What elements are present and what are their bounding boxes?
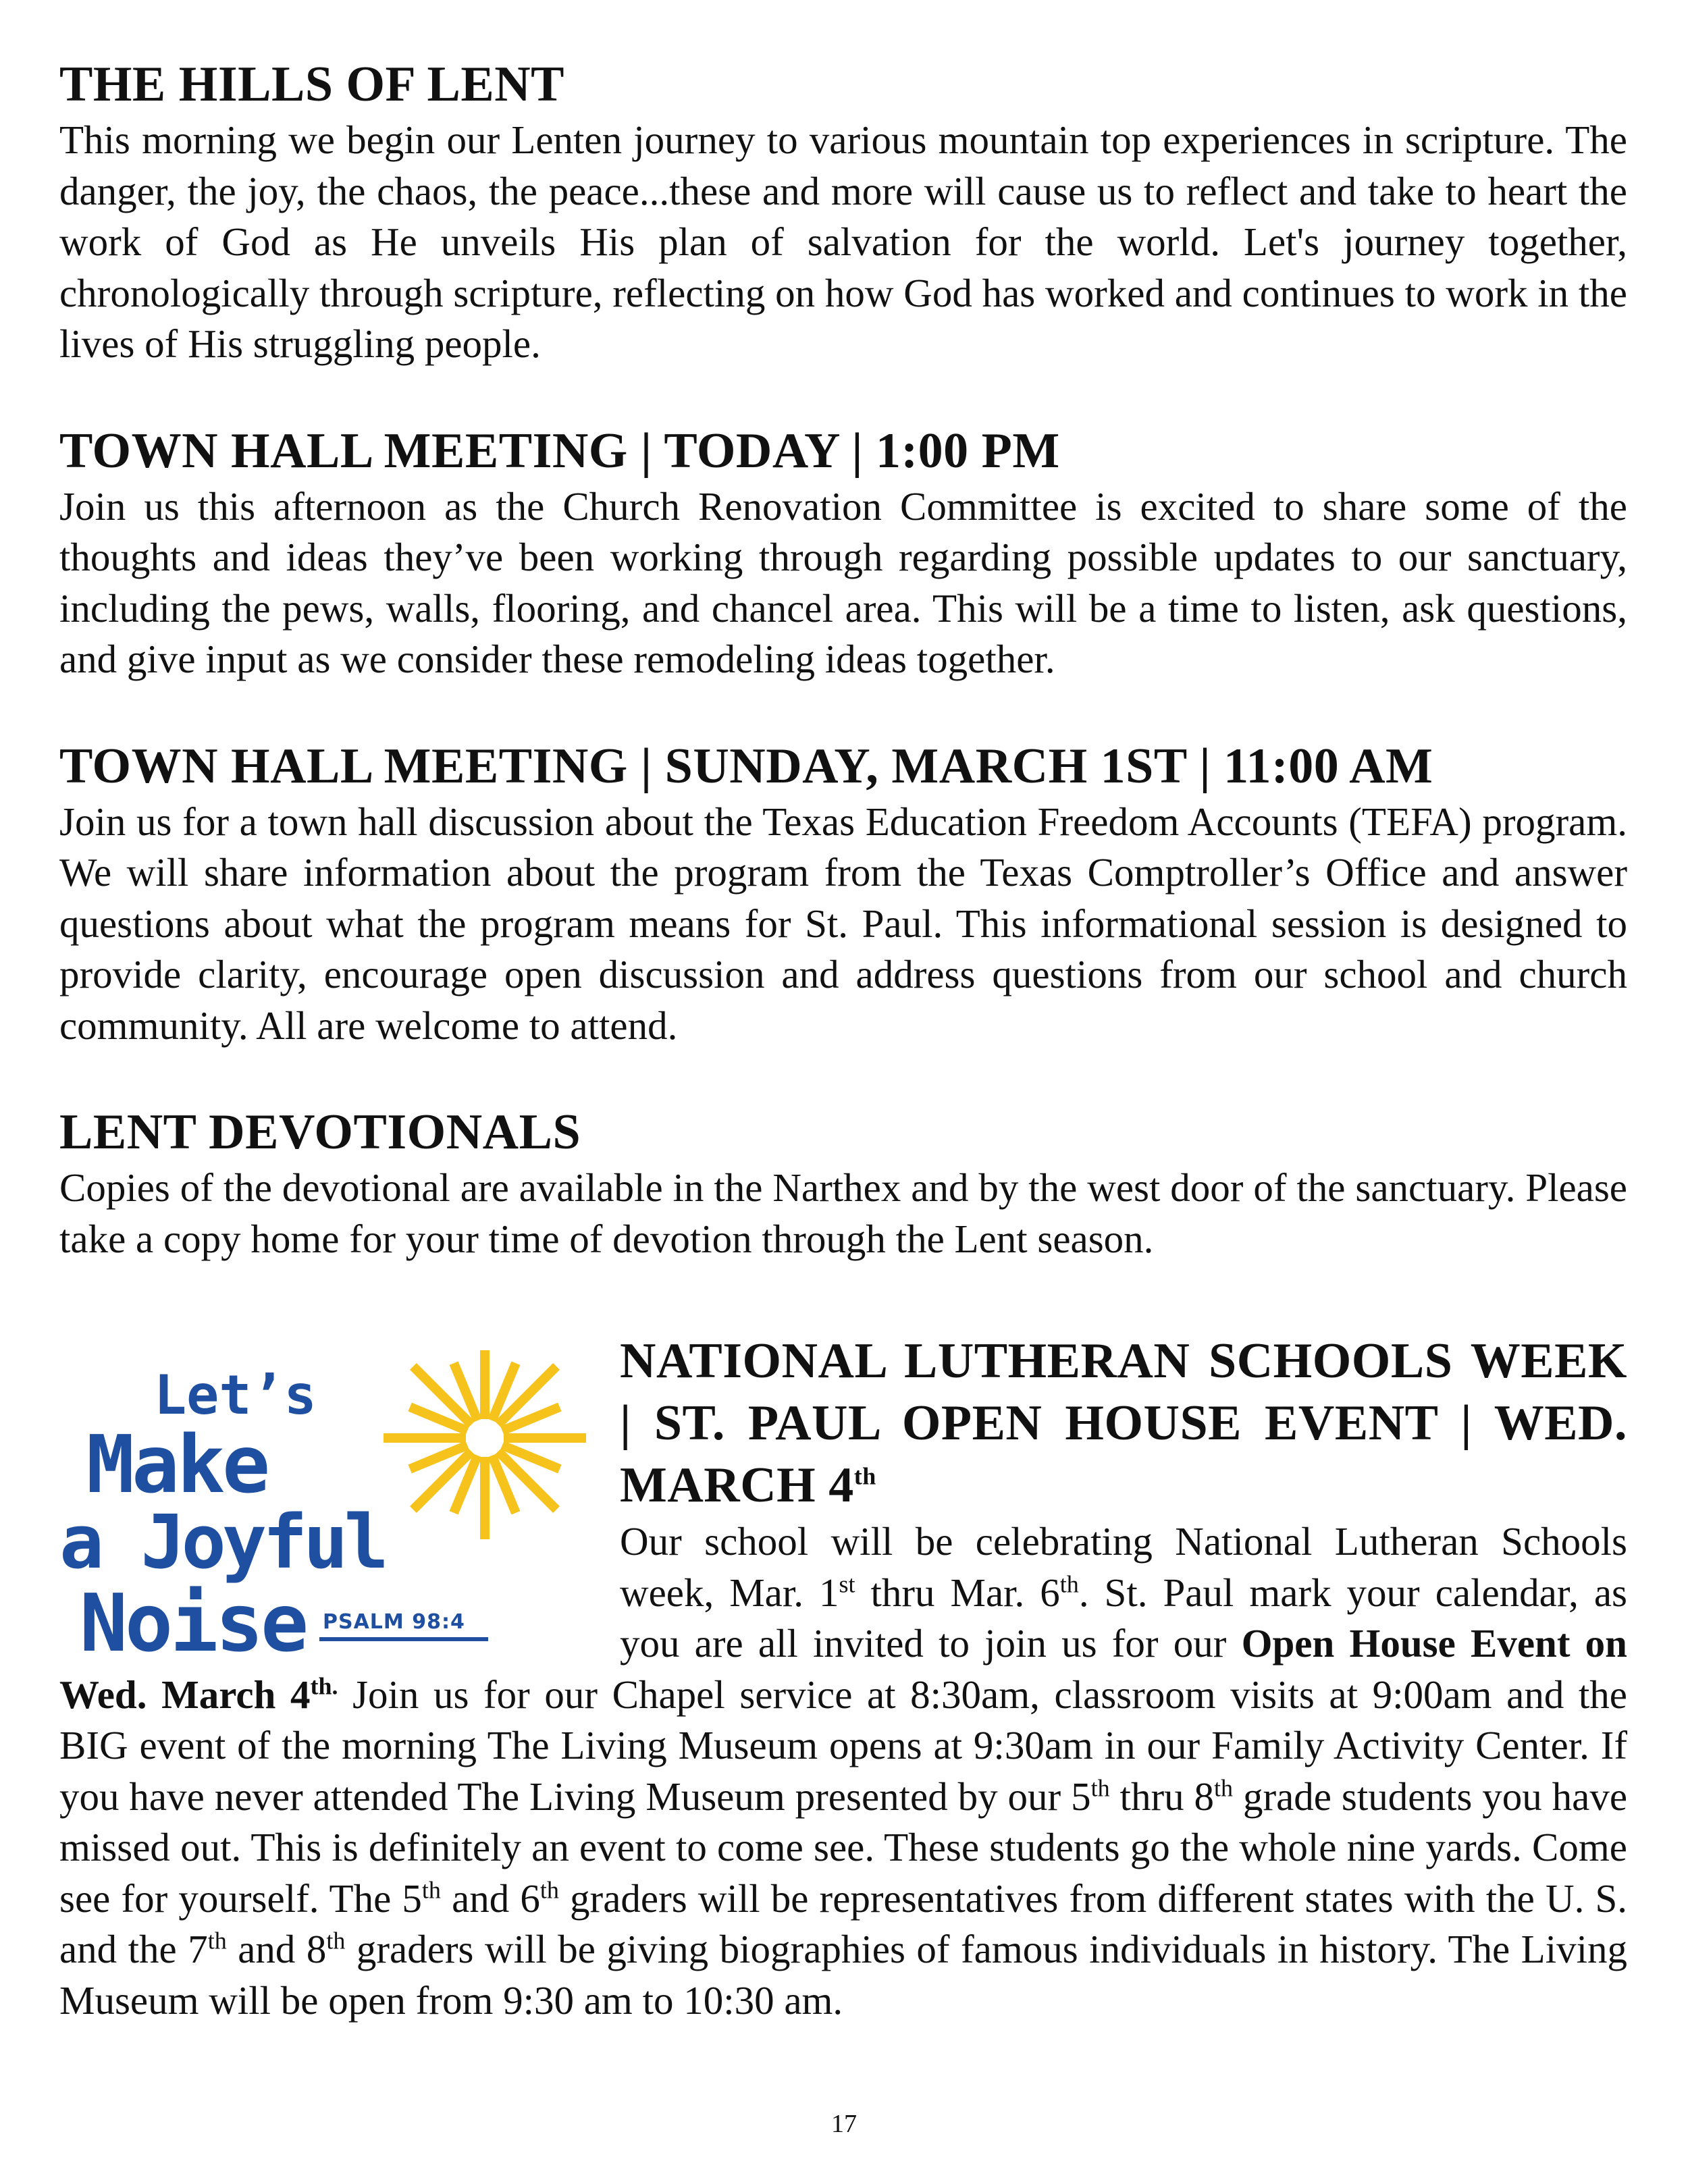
logo-line-3: a Joyful	[59, 1499, 385, 1585]
superscript: th	[326, 1927, 346, 1954]
logo-line-1: Let’s	[154, 1364, 317, 1427]
superscript: th	[1059, 1570, 1079, 1597]
section-title: THE HILLS OF LENT	[59, 57, 565, 112]
body-text: graders will be giving biographies of famous individuals in history. The Living Museum will be open from 9:30 am to 10:30 am.	[59, 1927, 1627, 2023]
section-body: Join us this afternoon as the Church Renovation Committee is excited to share some of the thoughts and ideas they’ve been working through regarding possible updates to our sanctuary, including the pews, walls, flooring, and chancel area. This will be a time to listen, ask questions, and give input as we consider these remodeling ideas together.	[59, 483, 1627, 681]
body-text: thru 8	[1109, 1774, 1215, 1819]
superscript: th	[421, 1875, 441, 1903]
logo-line-2: Make	[86, 1418, 268, 1511]
title-superscript: th	[853, 1462, 876, 1490]
superscript: th	[1214, 1774, 1234, 1801]
section-town-hall-today	[59, 421, 1627, 685]
body-text: and 8	[226, 1927, 327, 1971]
section-body: Join us for a town hall discussion about the Texas Education Freedom Accounts (TEFA) program. We will share information about the program from the Texas Comptroller’s Office and answer questions about what the program means for St. Paul. This informational session is designed to provide clarity, encourage open discussion and address questions from our school and church community. All are welcome to attend.	[59, 799, 1627, 1048]
body-text: Our school will be celebrating National Lutheran Schools week, Mar. 1	[620, 1519, 1627, 1615]
superscript: th	[539, 1875, 559, 1903]
logo-underline	[319, 1637, 488, 1641]
body-text: Join us for our Chapel service at 8:30am, classroom visits at 9:00am and the BIG event of the morning The Living Museum opens at 9:30am in our Family Activity Center. If you have never attended The Living Museum presented by our 5	[59, 1672, 1627, 1819]
body-text: grade students you have missed out. This is definitely an event to come see. These students go the whole nine yards. Come see for yourself. The 5	[59, 1774, 1628, 1921]
superscript: st	[839, 1570, 855, 1597]
section-title: LENT DEVOTIONALS	[59, 1104, 581, 1160]
body-text: thru Mar. 6	[855, 1570, 1060, 1615]
body-text: . St. Paul mark your calendar, as you are all invited to join us for our	[620, 1570, 1627, 1666]
title-text: NATIONAL LUTHERAN SCHOOLS WEEK | ST. PAUL OPEN HOUSE EVENT | WED. MARCH 4	[620, 1333, 1627, 1513]
joyful-noise-logo	[59, 1350, 593, 1668]
body-text-bold: Open House Event on Wed. March 4	[59, 1621, 1627, 1717]
body-text: graders will be representatives from different states with the U. S. and the 7	[59, 1875, 1628, 1971]
section-lutheran-schools-week	[59, 1315, 1627, 2026]
section-lent-devotionals	[59, 1102, 1627, 1264]
section-body: Copies of the devotional are available in the Narthex and by the west door of the sanctuary. Please take a copy home for your time of devotion through the Lent season.	[59, 1165, 1627, 1261]
body-text: and 6	[440, 1875, 540, 1921]
bulletin-page	[59, 54, 1627, 2026]
logo-line-4: Noise	[80, 1576, 307, 1670]
section-title: TOWN HALL MEETING | TODAY | 1:00 PM	[59, 423, 1060, 479]
logo-psalm-reference: PSALM 98:4	[323, 1610, 465, 1634]
superscript: th	[207, 1927, 227, 1954]
section-hills-of-lent	[59, 54, 1627, 370]
page-number: 17	[831, 2110, 857, 2138]
section-body: This morning we begin our Lenten journey to various mountain top experiences in scripture. The danger, the joy, the chaos, the peace...these and more will cause us to reflect and take to heart the work of God as He unveils His plan of salvation for the world. Let's journey together, chronologically through scripture, reflecting on how God has worked and continues to work in the lives of His struggling people.	[59, 117, 1627, 366]
section-town-hall-march	[59, 736, 1627, 1052]
superscript: th.	[310, 1672, 338, 1699]
section-title: TOWN HALL MEETING | SUNDAY, MARCH 1ST | 11:00 AM	[59, 738, 1433, 794]
superscript: th	[1090, 1774, 1110, 1801]
